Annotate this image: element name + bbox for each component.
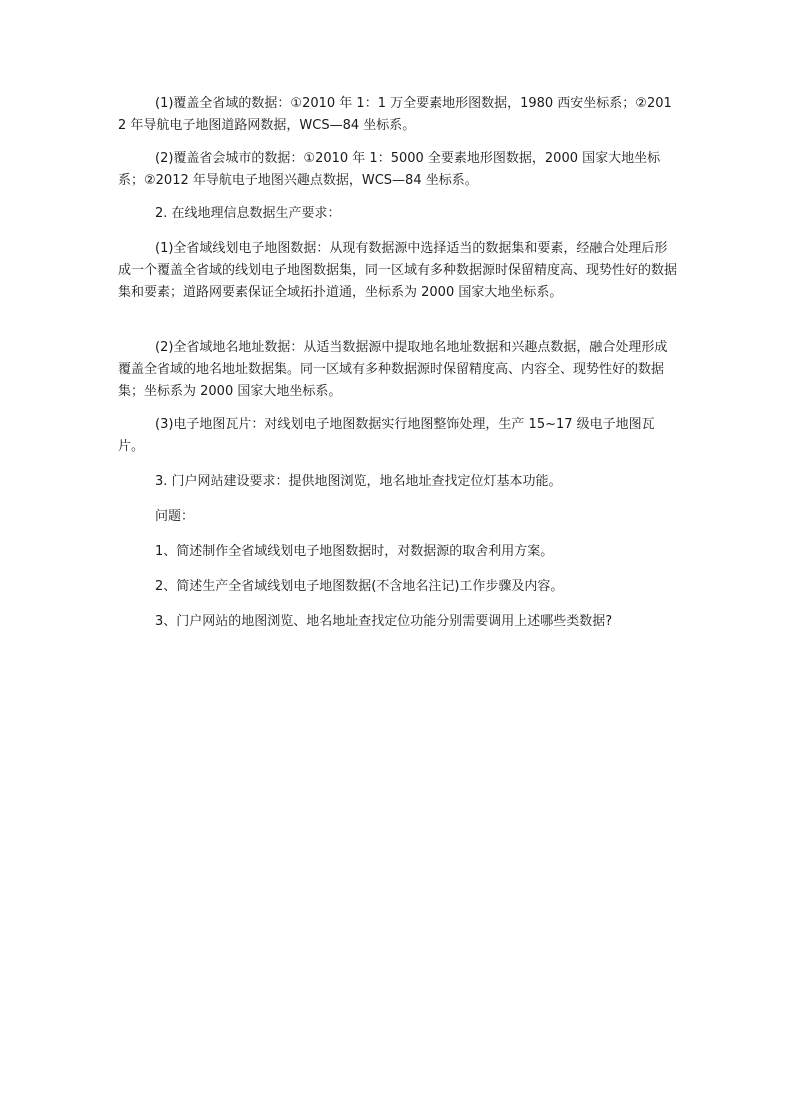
- question-3: 3、门户网站的地图浏览、地名地址查找定位功能分别需要调用上述哪些类数据?: [155, 614, 613, 629]
- paragraph-capital-city-data: (2)覆盖省会城市的数据：①2010 年 1：5000 全要素地形图数据，2000 国家大地坐标系；②2012 年导航电子地图兴趣点数据，WCS—84 坐标系。: [118, 151, 661, 188]
- paragraph-place-address-data: (2)全省域地名地址数据：从适当数据源中提取地名地址数据和兴趣点数据，融合处理形成覆盖全省域的地名地址数据集。同一区域有多种数据源时保留精度高、内容全、现势性好的数据集；坐标系为 2000 国家大地坐标系。: [118, 340, 668, 399]
- document-body: [118, 93, 678, 633]
- question-2: 2、简述生产全省域线划电子地图数据(不含地名注记)工作步骤及内容。: [155, 579, 564, 594]
- paragraph-province-data: (1)覆盖全省域的数据：①2010 年 1：1 万全要素地形图数据，1980 西安坐标系；②2012 年导航电子地图道路网数据，WCS—84 坐标系。: [118, 96, 672, 133]
- heading-production-requirements: 2. 在线地理信息数据生产要求：: [155, 206, 341, 221]
- paragraph-line-map-data: (1)全省域线划电子地图数据：从现有数据源中选择适当的数据集和要素，经融合处理后形成一个覆盖全省域的线划电子地图数据集，同一区域有多种数据源时保留精度高、现势性好的数据集和要素；道路网要素保证全域拓扑道通，坐标系为 2000 国家大地坐标系。: [118, 241, 678, 300]
- heading-questions: 问题：: [155, 509, 195, 524]
- question-1: 1、简述制作全省域线划电子地图数据时，对数据源的取舍利用方案。: [155, 544, 554, 559]
- paragraph-portal-requirements: 3. 门户网站建设要求：提供地图浏览，地名地址查找定位灯基本功能。: [155, 474, 562, 489]
- paragraph-map-tiles: (3)电子地图瓦片：对线划电子地图数据实行地图整饰处理，生产 15~17 级电子地图瓦片。: [118, 417, 655, 454]
